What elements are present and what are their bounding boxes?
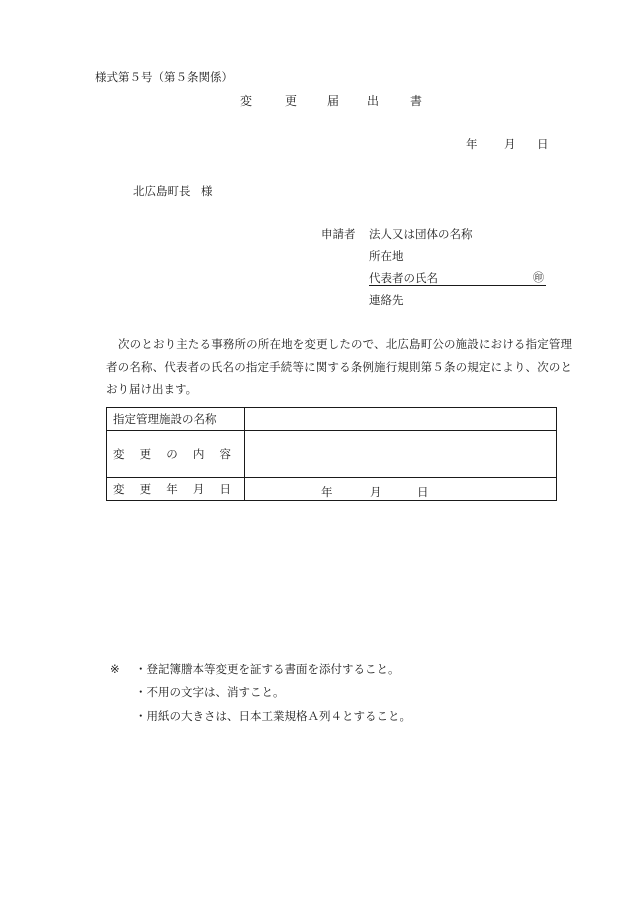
change-date-month: 月 [370,485,382,499]
change-content-label-char: 変 [113,447,125,461]
representative-name-label: 代表者の氏名 [369,271,438,285]
document-title-char: 届 [327,94,340,108]
change-date-day: 日 [417,485,429,499]
contact-label: 連絡先 [369,293,404,307]
applicant-label: 申請者 [321,227,356,241]
addressee-name: 北広島町長 [133,184,191,198]
change-content-label-char: の [166,447,178,461]
document-title-char: 変 [240,94,253,108]
note-item: ・登記簿謄本等変更を証する書面を添付すること。 [135,662,400,676]
form-number: 様式第５号（第５条関係） [95,70,233,84]
document-title-char: 更 [285,94,298,108]
note-item: ・不用の文字は、消すこと。 [135,685,285,699]
representative-name-underline [369,285,546,286]
note-mark: ※ [110,662,120,676]
date-day-label: 日 [537,137,549,151]
change-content-label-char: 更 [139,447,152,461]
table-row-date [107,478,557,501]
facility-name-label [107,408,245,431]
document-title-char: 書 [410,94,423,108]
table-row-facility [107,408,557,431]
date-month-label: 月 [504,137,516,151]
change-date-label-char: 月 [192,482,205,496]
addressee-suffix: 様 [201,184,213,198]
change-date-label-char: 日 [219,482,231,496]
change-date-label [107,478,245,501]
note-item: ・用紙の大きさは、日本工業規格Ａ列４とすること。 [135,709,411,723]
seal-icon: ㊞ [533,271,544,284]
document-title-char: 出 [367,94,380,108]
change-content-label [107,431,245,478]
org-name-label: 法人又は団体の名称 [369,227,473,241]
address-label: 所在地 [369,249,404,263]
change-date-label-char: 年 [166,482,178,496]
change-content-label-char: 容 [219,447,231,461]
change-content-field[interactable] [245,431,557,478]
change-date-year: 年 [321,485,333,499]
change-date-label-char: 変 [113,482,125,496]
change-date-field[interactable] [245,478,557,501]
change-date-label-char: 更 [139,482,152,496]
date-year-label: 年 [466,137,478,151]
facility-name-label-text: 指定管理施設の名称 [113,412,217,426]
facility-name-field[interactable] [245,408,557,431]
change-info-table [106,407,557,501]
body-paragraph: 次のとおり主たる事務所の所在地を変更したので、北広島町公の施設における指定管理者の名称、代表者の氏名の指定手続等に関する条例施行規則第５条の規定により、次のとおり届け出ます。 [106,337,572,396]
change-content-label-char: 内 [192,447,205,461]
table-row-content [107,431,557,478]
